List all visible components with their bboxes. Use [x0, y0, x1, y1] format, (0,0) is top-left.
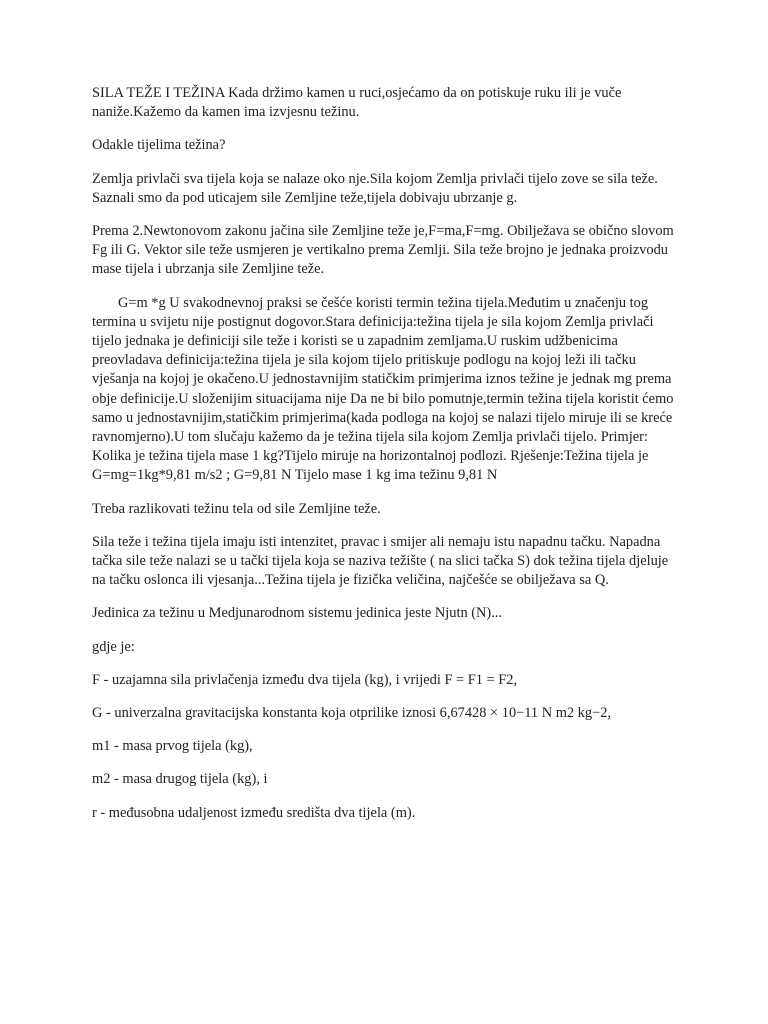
paragraph-newton-law: Prema 2.Newtonovom zakonu jačina sile Zemljine teže je,F=ma,F=mg. Obilježava se obično slovom Fg ili G. Vektor sile teže usmjeren je vertikalno prema Zemlji. Sila teže brojno je jednaka proizvodu mase tijela i ubrzanja sile Zemljine teže.	[92, 223, 674, 278]
paragraph-def-m1: m1 - masa prvog tijela (kg),	[92, 738, 253, 755]
paragraph-def-m2: m2 - masa drugog tijela (kg), i	[92, 771, 268, 788]
paragraph-def-f: F - uzajamna sila privlačenja između dva tijela (kg), i vrijedi F = F1 = F2,	[92, 671, 518, 688]
document-body	[92, 84, 682, 837]
paragraph-question: Odakle tijelima težina?	[92, 137, 226, 154]
paragraph-where: gdje je:	[92, 638, 135, 655]
paragraph-weight-definition: G=m *g U svakodnevnoj praksi se češće koristi termin težina tijela.Međutim u značenju tog termina u svijetu nije postignut dogovor.Stara definicija:težina tijela je sila kojom Zemlja privlači tijelo jednaka je definiciji sile teže i koristi se u zapadnim zemljama.U ruskim udžbenicima preovladava definicija:težina tijela je sila kojom tijelo pritiskuje podlogu na kojoj leži ili tačku vješanja na kojoj je okačeno.U jednostavnijim statičkim primjerima iznos težine je jednak mg prema obje definicije.U složenijim situacijama nije Da ne bi bilo pomutnje,termin težina tijela koristit ćemo samo u jednostavnijim,statičkim primjerima(kada podloga na kojoj se nalazi tijelo miruje ili se kreće ravnomjerno).U tom slučaju kažemo da je težina tijela sila kojom Zemlja privlači tijelo. Primjer: Kolika je težina tijela mase 1 kg?Tijelo miruje na horizontalnoj podlozi. Rješenje:Težina tijela je G=mg=1kg*9,81 m/s2 ; G=9,81 N Tijelo mase 1 kg ima težinu 9,81 N	[92, 294, 674, 484]
paragraph-distinguish: Treba razlikovati težinu tela od sile Zemljine teže.	[92, 500, 381, 517]
paragraph-unit: Jedinica za težinu u Medjunarodnom sistemu jedinica jeste Njutn (N)...	[92, 605, 503, 622]
paragraph-def-g: G - univerzalna gravitacijska konstanta koja otprilike iznosi 6,67428 × 10−11 N m2 kg−2,	[92, 705, 611, 722]
paragraph-application-point: Sila teže i težina tijela imaju isti intenzitet, pravac i smijer ali nemaju istu napadnu tačku. Napadna tačka sile teže nalazi se u tački tijela koja se naziva težište ( na slici tačka S) dok težina tijela djeluje na tačku oslonca ili vjesanja...Težina tijela je fizička veličina, najčešće se obilježava sa Q.	[92, 533, 669, 589]
paragraph-def-r: r - međusobna udaljenost između središta dva tijela (m).	[92, 804, 416, 821]
paragraph-gravity-definition: Zemlja privlači sva tijela koja se nalaze oko nje.Sila kojom Zemlja privlači tijelo zove se sila teže. Saznali smo da pod uticajem sile Zemljine teže,tijela dobivaju ubrzanje g.	[92, 170, 658, 206]
paragraph-intro: SILA TEŽE I TEŽINA Kada držimo kamen u ruci,osjećamo da on potiskuje ruku ili je vuče naniže.Kažemo da kamen ima izvjesnu težinu.	[92, 85, 622, 121]
